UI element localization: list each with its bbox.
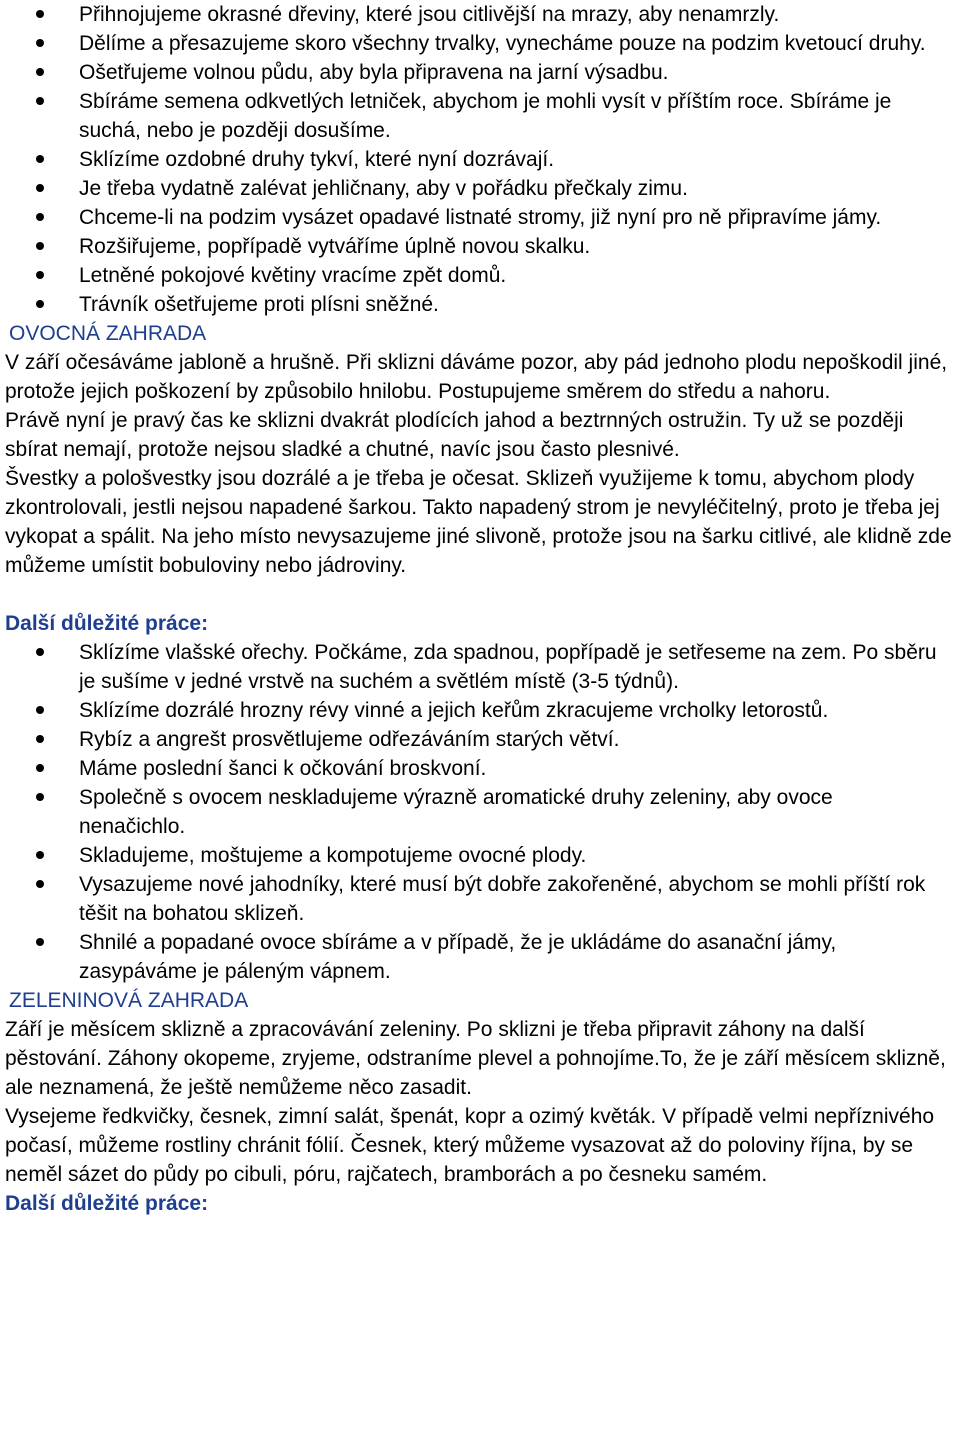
- list-item: [0, 725, 960, 754]
- bullet-icon: [36, 39, 44, 47]
- list-item-text: Chceme-li na podzim vysázet opadavé listnaté stromy, již nyní pro ně připravíme jámy.: [79, 206, 882, 229]
- list-item: [0, 203, 960, 232]
- list-item-text: Skladujeme, moštujeme a kompotujeme ovocné plody.: [79, 844, 587, 867]
- list-item-text: Sklízíme dozrálé hrozny révy vinné a jejich keřům zkracujeme vrcholky letorostů.: [79, 699, 829, 722]
- list-item: [0, 870, 960, 928]
- bullet-icon: [36, 938, 44, 946]
- list-item: [0, 754, 960, 783]
- bullet-icon: [36, 10, 44, 18]
- bullet-icon: [36, 68, 44, 76]
- paragraph: Vysejeme ředkvičky, česnek, zimní salát, špenát, kopr a ozimý květák. V případě velmi nepříznivého počasí, můžeme rostliny chránit fólií. Česnek, který můžeme vysazovat až do poloviny října, by se neměl sázet do půdy po cibuli, póru, rajčatech, bramborách a po česneku samém.: [5, 1105, 935, 1186]
- list-item-text: Společně s ovocem neskladujeme výrazně aromatické druhy zeleniny, aby ovoce nenačichlo.: [79, 786, 833, 838]
- list-item: [0, 841, 960, 870]
- list-item: [0, 87, 960, 145]
- bullet-list-top: [0, 0, 960, 319]
- list-item-text: Rozšiřujeme, popřípadě vytváříme úplně novou skalku.: [79, 235, 591, 258]
- list-item-text: Je třeba vydatně zalévat jehličnany, aby v pořádku přečkaly zimu.: [79, 177, 688, 200]
- bullet-icon: [36, 300, 44, 308]
- bullet-icon: [36, 184, 44, 192]
- list-item-text: Trávník ošetřujeme proti plísni sněžné.: [79, 293, 439, 316]
- list-item-text: Dělíme a přesazujeme skoro všechny trvalky, vynecháme pouze na podzim kvetoucí druhy.: [79, 32, 926, 55]
- list-item-text: Sklízíme vlašské ořechy. Počkáme, zda spadnou, popřípadě je setřeseme na zem. Po sběru je sušíme v jedné vrstvě na suchém a světlém místě (3-5 týdnů).: [79, 641, 937, 693]
- list-item: [0, 145, 960, 174]
- list-item-text: Rybíz a angrešt prosvětlujeme odřezáváním starých větví.: [79, 728, 620, 751]
- list-item-text: Sklízíme ozdobné druhy tykví, které nyní dozrávají.: [79, 148, 555, 171]
- section-title-zeleninova: ZELENINOVÁ ZAHRADA: [9, 989, 249, 1012]
- spacer: [0, 580, 960, 609]
- list-item: [0, 29, 960, 58]
- list-item-text: Vysazujeme nové jahodníky, které musí být dobře zakořeněné, abychom se mohli příští rok těšit na bohatou sklizeň.: [79, 873, 926, 925]
- bullet-icon: [36, 793, 44, 801]
- bullet-icon: [36, 213, 44, 221]
- list-item: [0, 174, 960, 203]
- section-title-ovocna: OVOCNÁ ZAHRADA: [9, 322, 207, 345]
- list-item-text: Letněné pokojové květiny vracíme zpět domů.: [79, 264, 507, 287]
- paragraph: Září je měsícem sklizně a zpracovávání zeleniny. Po sklizni je třeba připravit záhony na další pěstování. Záhony okopeme, zryjeme, odstraníme plevel a pohnojíme.To, že je září měsícem sklizně, ale neznamená, že ještě nemůžeme něco zasadit.: [5, 1018, 946, 1099]
- bullet-icon: [36, 851, 44, 859]
- list-item-text: Ošetřujeme volnou půdu, aby byla připravena na jarní výsadbu.: [79, 61, 669, 84]
- bullet-icon: [36, 97, 44, 105]
- list-item-text: Sbíráme semena odkvetlých letniček, abychom je mohli vysít v příštím roce. Sbíráme je suchá, nebo je později dosušíme.: [79, 90, 892, 142]
- list-item-text: Máme poslední šanci k očkování broskvoní.: [79, 757, 487, 780]
- list-item: [0, 232, 960, 261]
- list-item: [0, 261, 960, 290]
- list-item: [0, 58, 960, 87]
- bullet-icon: [36, 880, 44, 888]
- subheading-ovocna: Další důležité práce:: [5, 612, 209, 635]
- bullet-icon: [36, 242, 44, 250]
- paragraph: Švestky a pološvestky jsou dozrálé a je třeba je očesat. Sklizeň využijeme k tomu, abychom plody zkontrolovali, jestli nejsou napadené šarkou. Takto napadený strom je nevyléčitelný, proto je třeba jej vykopat a spálit. Na jeho místo nevysazujeme jiné slivoně, protože jsou na šarku citlivé, ale klidně zde můžeme umístit bobuloviny nebo jádroviny.: [5, 467, 952, 577]
- list-item-text: Shnilé a popadané ovoce sbíráme a v případě, že je ukládáme do asanační jámy, zasypáváme je páleným vápnem.: [79, 931, 837, 983]
- paragraph: Právě nyní je pravý čas ke sklizni dvakrát plodících jahod a beztrnných ostružin. Ty už se později sbírat nemají, protože nejsou sladké a chutné, navíc jsou často plesnivé.: [5, 409, 904, 461]
- list-item-text: Přihnojujeme okrasné dřeviny, které jsou citlivější na mrazy, aby nenamrzly.: [79, 3, 780, 26]
- paragraph: V září očesáváme jabloně a hrušně. Při sklizni dáváme pozor, aby pád jednoho plodu nepoškodil jiné, protože jejich poškození by způsobilo hnilobu. Postupujeme směrem do středu a nahoru.: [5, 351, 948, 403]
- bullet-icon: [36, 764, 44, 772]
- bullet-icon: [36, 271, 44, 279]
- bullet-icon: [36, 735, 44, 743]
- subheading-zeleninova: Další důležité práce:: [5, 1192, 209, 1215]
- list-item: [0, 638, 960, 696]
- list-item: [0, 696, 960, 725]
- list-item: [0, 928, 960, 986]
- list-item: [0, 0, 960, 29]
- bullet-icon: [36, 648, 44, 656]
- list-item: [0, 783, 960, 841]
- list-item: [0, 290, 960, 319]
- bullet-icon: [36, 706, 44, 714]
- bullet-icon: [36, 155, 44, 163]
- bullet-list-ovocna: [0, 638, 960, 986]
